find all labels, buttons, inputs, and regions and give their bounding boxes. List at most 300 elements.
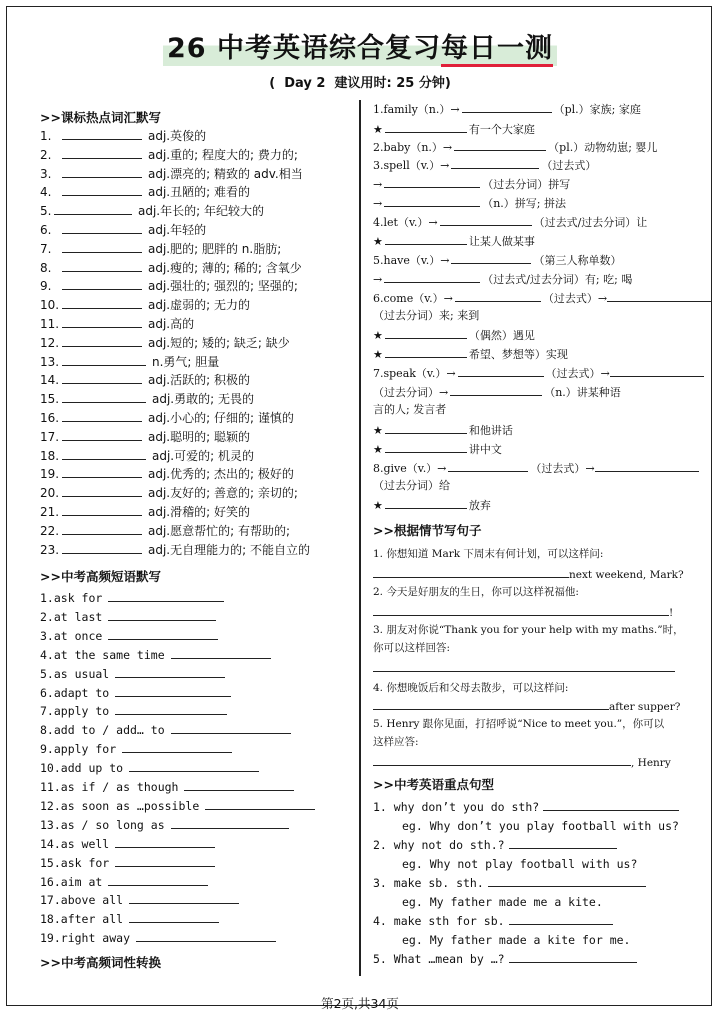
pattern-item [373, 837, 617, 853]
wordform-prompt: → [373, 273, 383, 286]
wordform-item [373, 384, 621, 401]
vocab-number: 19. [40, 467, 60, 482]
vocab-blank[interactable] [62, 335, 142, 347]
wordform-suffix: （过去式/过去分词）有; 吃; 喝 [482, 273, 633, 286]
phrase-blank[interactable] [129, 911, 219, 923]
vocab-number: 11. [40, 317, 60, 331]
vocab-definition: adj.瘦的; 薄的; 稀的; 含氧少 [148, 260, 302, 275]
phrase-blank[interactable] [122, 741, 232, 753]
section-heading-text: >>课标热点词汇默写 [40, 110, 161, 125]
wordform-blank[interactable] [440, 214, 532, 226]
phrase-blank[interactable] [115, 855, 215, 867]
vocab-number: 20. [40, 486, 60, 501]
pattern-example-text: eg. Why don’t you play football with us? [402, 819, 679, 833]
section-heading-text: >>根据情节写句子 [373, 523, 482, 538]
wordform-blank[interactable] [385, 327, 467, 339]
wordform-suffix: （过去式）→ [545, 367, 610, 380]
wordform-blank[interactable] [384, 195, 480, 207]
vocab-definition: adj.无自理能力的; 不能自立的 [148, 542, 310, 557]
vocab-item [40, 278, 298, 294]
phrase-item [40, 836, 215, 852]
sentence-prompt-text: 这样应答: [373, 736, 419, 748]
wordform-item [373, 176, 570, 193]
phrase-blank[interactable] [115, 666, 225, 678]
vocab-number: 21. [40, 505, 60, 519]
vocab-item [40, 222, 206, 238]
vocab-blank[interactable] [62, 128, 142, 140]
wordform-item [373, 101, 641, 118]
wordform-suffix: （过去式/过去分词）让 [533, 216, 648, 229]
wordform-suffix: 希望、梦想等）实现 [468, 348, 568, 361]
vocab-item [40, 241, 281, 257]
sentence-prompt-cont [373, 640, 450, 656]
wordform-item [373, 233, 535, 250]
wordform-item [373, 402, 446, 418]
wordform-blank[interactable] [384, 271, 480, 283]
phrase-text: 19.right away [40, 931, 131, 946]
wordform-item [373, 121, 535, 138]
pattern-text: 5. What …mean by …? [373, 952, 505, 966]
vocab-definition: adj.重的; 程度大的; 费力的; [148, 147, 298, 162]
phrase-blank[interactable] [171, 722, 291, 734]
wordform-item [373, 290, 711, 307]
wordform-blank[interactable] [458, 365, 544, 377]
wordform-suffix: 讲中文 [468, 443, 502, 456]
wordform-prompt: ★ [373, 424, 383, 437]
vocab-number: 12. [40, 335, 60, 350]
wordform-prompt: （过去分词）来; 来到 [373, 309, 480, 322]
sentence-blank[interactable] [373, 660, 675, 672]
wordform-blank[interactable] [385, 233, 467, 245]
wordform-suffix: （过去式）→ [542, 292, 608, 305]
wordform-item [373, 157, 596, 174]
vocab-number: 16. [40, 411, 60, 425]
vocab-item [40, 372, 250, 388]
wordform-blank[interactable] [455, 290, 541, 302]
phrase-item [40, 855, 215, 871]
pattern-example-text: eg. My father made a kite for me. [402, 933, 631, 947]
wordform-blank[interactable] [385, 441, 467, 453]
wordform-item [373, 195, 566, 212]
pattern-example [402, 894, 603, 910]
vocab-item [40, 523, 290, 539]
vocab-item [40, 354, 219, 370]
phrase-text: 18.after all [40, 912, 124, 927]
sentence-answer-line [373, 660, 675, 677]
wordform-item [373, 441, 502, 458]
section-heading-sentences [373, 521, 481, 539]
phrase-item [40, 779, 294, 795]
sentence-prompt-text: 4. 你想晚饭后和父母去散步，可以这样问: [373, 682, 569, 694]
pattern-blank[interactable] [488, 875, 646, 887]
phrase-item [40, 798, 315, 814]
vocab-item [40, 391, 254, 407]
vocab-definition: adj.漂亮的; 精致的 adv.相当 [148, 166, 303, 181]
vocab-number: 14. [40, 373, 60, 388]
phrase-blank[interactable] [129, 760, 259, 772]
phrase-text: 8.add to / add… to [40, 723, 165, 738]
vocab-number: 4. [40, 185, 52, 200]
sentence-prompt [373, 680, 568, 696]
vocab-blank[interactable] [62, 166, 142, 178]
wordform-prompt: 言的人; 发言者 [373, 403, 447, 416]
pattern-example-text: eg. My father made me a kite. [402, 895, 603, 909]
sentence-tail: , Henry [631, 757, 671, 769]
wordform-item [373, 346, 568, 363]
wordform-prompt: ★ [373, 123, 383, 136]
section-heading-phrases [40, 567, 161, 585]
pattern-blank[interactable] [543, 799, 679, 811]
vocab-number: 15. [40, 392, 60, 407]
sentence-tail: ! [669, 607, 674, 619]
pattern-example-text: eg. Why not play football with us? [402, 857, 638, 871]
section-heading-text: >>中考高频短语默写 [40, 569, 161, 584]
vocab-item [40, 297, 250, 313]
phrase-blank[interactable] [108, 874, 208, 886]
sentence-prompt-text: 你可以这样回答: [373, 642, 451, 654]
wordform-blank[interactable] [385, 422, 467, 434]
vocab-blank[interactable] [62, 372, 142, 384]
wordform-suffix: 有一个大家庭 [468, 123, 535, 136]
pattern-text: 4. make sth for sb. [373, 914, 505, 928]
sentence-prompt [373, 716, 664, 732]
vocab-number: 8. [40, 260, 52, 275]
wordform-item [373, 271, 632, 288]
phrase-blank[interactable] [108, 628, 218, 640]
wordform-suffix: （偶然）遇见 [468, 329, 535, 342]
vocab-number: 2. [40, 147, 52, 162]
vocab-blank[interactable] [62, 222, 142, 234]
wordform-suffix: （n.）讲某种语 [544, 386, 621, 399]
wordform-suffix: （n.）拼写; 拼法 [482, 197, 567, 210]
vocab-blank[interactable] [62, 523, 142, 535]
wordform-prompt: ★ [373, 443, 383, 456]
vocab-number: 18. [40, 448, 60, 463]
phrase-text: 3.at once [40, 628, 103, 643]
vocab-number: 6. [40, 223, 52, 237]
phrase-text: 14.as well [40, 836, 110, 851]
vocab-blank[interactable] [62, 297, 142, 309]
pattern-text: 1. why don’t you do sth? [373, 800, 540, 814]
phrase-item [40, 930, 276, 946]
phrase-item [40, 817, 289, 833]
wordform-prompt: 4.let（v.）→ [373, 216, 438, 229]
wordform-blank[interactable] [385, 346, 467, 358]
vocab-definition: adj.小心的; 仔细的; 谨慎的 [148, 411, 294, 425]
sentence-blank[interactable] [373, 604, 669, 616]
pattern-item [373, 951, 637, 967]
vocab-definition: adj.英俊的 [148, 129, 207, 143]
sentence-prompt-text: 2. 今天是好朋友的生日，你可以这样祝福他: [373, 586, 579, 598]
phrase-item [40, 892, 239, 908]
pattern-item [373, 799, 679, 815]
vocab-number: 1. [40, 129, 52, 143]
phrase-item [40, 666, 225, 682]
phrase-item [40, 590, 224, 606]
wordform-suffix: 和他讲话 [468, 424, 513, 437]
sentence-blank[interactable] [373, 754, 631, 766]
vocab-item [40, 448, 254, 464]
page-title: 26 中考英语综合复习每日一测 [163, 32, 557, 66]
column-divider [359, 100, 361, 976]
wordform-blank[interactable] [451, 252, 531, 264]
wordform-prompt: 1.family（n.）→ [373, 103, 460, 116]
pattern-item [373, 875, 646, 891]
wordform-blank-2[interactable] [607, 290, 711, 302]
title-highlight: 每日一测 [441, 33, 553, 67]
wordform-suffix: 放弃 [468, 499, 491, 512]
phrase-text: 17.above all [40, 893, 124, 908]
section-heading-text: >>中考高频词性转换 [40, 955, 161, 970]
wordform-prompt: 2.baby（n.）→ [373, 141, 453, 154]
phrase-blank[interactable] [129, 892, 239, 904]
wordform-item [373, 460, 699, 477]
pattern-example [402, 932, 630, 948]
sentence-prompt [373, 546, 603, 562]
pattern-text: 3. make sb. sth. [373, 876, 484, 890]
wordform-prompt: → [373, 197, 383, 210]
pattern-example [402, 818, 679, 834]
vocab-blank[interactable] [62, 316, 142, 328]
wordform-prompt: 5.have（v.）→ [373, 254, 450, 267]
wordform-blank[interactable] [454, 139, 546, 151]
page-subtitle: ( Day 2 建议用时: 25 分钟) [269, 76, 451, 91]
phrase-item [40, 874, 208, 890]
wordform-item [373, 327, 535, 344]
vocab-blank[interactable] [62, 466, 142, 478]
sentence-answer-line [373, 566, 684, 583]
sentence-prompt-text: 3. 朋友对你说“Thank you for your help with my maths.”时， [373, 624, 684, 636]
phrase-text: 10.add up to [40, 761, 124, 776]
phrase-item [40, 628, 218, 644]
wordform-item [373, 365, 704, 382]
phrase-blank[interactable] [115, 836, 215, 848]
wordform-blank[interactable] [384, 176, 480, 188]
vocab-blank[interactable] [62, 542, 142, 554]
phrase-item [40, 609, 216, 625]
vocab-definition: adj.友好的; 善意的; 亲切的; [148, 486, 298, 501]
vocab-definition: adj.愿意帮忙的; 有帮助的; [148, 523, 291, 538]
wordform-suffix: （过去式）→ [530, 462, 595, 475]
vocab-definition: adj.短的; 矮的; 缺乏; 缺少 [148, 335, 290, 350]
vocab-item [40, 316, 194, 332]
vocab-item [40, 184, 250, 200]
phrase-text: 6.adapt to [40, 685, 110, 700]
vocab-definition: adj.高的 [148, 317, 195, 331]
phrase-text: 16.aim at [40, 874, 103, 889]
vocab-number: 17. [40, 429, 60, 444]
vocab-blank[interactable] [62, 147, 142, 159]
phrase-text: 7.apply to [40, 704, 110, 719]
vocab-blank[interactable] [62, 184, 142, 196]
vocab-number: 13. [40, 354, 60, 369]
vocab-definition: adj.年长的; 年纪较大的 [138, 204, 264, 219]
vocab-item [40, 485, 298, 501]
vocab-blank[interactable] [62, 391, 146, 403]
vocab-blank[interactable] [62, 241, 142, 253]
phrase-item [40, 760, 259, 776]
phrase-item [40, 911, 219, 927]
phrase-item [40, 722, 291, 738]
phrase-item [40, 647, 271, 663]
wordform-blank-2[interactable] [610, 365, 704, 377]
sentence-prompt [373, 584, 579, 600]
phrase-text: 2.at last [40, 609, 103, 624]
wordform-suffix: （pl.）家族; 家庭 [553, 103, 641, 116]
vocab-definition: adj.活跃的; 积极的 [148, 373, 250, 388]
wordform-item [373, 252, 621, 269]
vocab-item [40, 429, 250, 445]
section-heading-vocab [40, 108, 161, 126]
phrase-item [40, 741, 232, 757]
sentence-answer-line [373, 698, 680, 715]
vocab-blank[interactable] [62, 260, 142, 272]
wordform-suffix: （过去式） [541, 159, 597, 172]
vocab-number: 7. [40, 241, 52, 256]
phrase-blank[interactable] [184, 779, 294, 791]
sentence-blank[interactable] [373, 566, 569, 578]
vocab-definition: adj.虚弱的; 无力的 [148, 298, 250, 313]
vocab-definition: n.勇气; 胆量 [152, 354, 220, 369]
wordform-suffix: 让某人做某事 [468, 235, 535, 248]
phrase-text: 5.as usual [40, 666, 110, 681]
wordform-blank[interactable] [385, 121, 467, 133]
vocab-number: 23. [40, 542, 60, 557]
phrase-blank[interactable] [136, 930, 276, 942]
phrase-blank[interactable] [205, 798, 315, 810]
wordform-item [373, 422, 513, 439]
pattern-blank[interactable] [509, 913, 613, 925]
wordform-prompt: ★ [373, 348, 383, 361]
phrase-text: 13.as / so long as [40, 817, 165, 832]
vocab-item [40, 260, 302, 276]
wordform-blank[interactable] [462, 101, 552, 113]
wordform-item [373, 478, 450, 494]
vocab-number: 22. [40, 523, 60, 538]
vocab-blank[interactable] [62, 429, 142, 441]
page-footer: 第2页,共34页 [321, 996, 399, 1011]
pattern-text: 2. why not do sth.? [373, 838, 505, 852]
wordform-prompt: 3.spell（v.）→ [373, 159, 450, 172]
wordform-prompt: ★ [373, 499, 383, 512]
sentence-answer-line [373, 754, 671, 771]
wordform-prompt: 8.give（v.）→ [373, 462, 447, 475]
vocab-definition: adj.滑稽的; 好笑的 [148, 505, 250, 519]
vocab-definition: adj.优秀的; 杰出的; 极好的 [148, 467, 294, 482]
phrase-blank[interactable] [171, 647, 271, 659]
wordform-prompt: 7.speak（v.）→ [373, 367, 456, 380]
phrase-item [40, 685, 231, 701]
phrase-text: 15.ask for [40, 855, 110, 870]
sentence-tail: next weekend, Mark? [569, 569, 684, 581]
vocab-definition: adj.勇敢的; 无畏的 [152, 392, 254, 407]
wordform-prompt: → [373, 178, 383, 191]
wordform-item [373, 139, 657, 156]
sentence-blank[interactable] [373, 698, 609, 710]
wordform-item [373, 497, 491, 514]
wordform-prompt: （过去分词）→ [373, 386, 449, 399]
phrase-text: 1.ask for [40, 591, 103, 605]
wordform-prompt: （过去分词）给 [373, 479, 450, 492]
title-block [0, 32, 720, 66]
vocab-number: 9. [40, 279, 52, 294]
vocab-blank[interactable] [62, 485, 142, 497]
phrase-text: 9.apply for [40, 742, 117, 757]
phrase-text: 12.as soon as …possible [40, 798, 200, 813]
phrase-text: 11.as if / as though [40, 780, 179, 794]
phrase-blank[interactable] [115, 703, 227, 715]
wordform-prompt: 6.come（v.）→ [373, 292, 453, 305]
vocab-item [40, 166, 303, 182]
vocab-definition: adj.强壮的; 强烈的; 坚强的; [148, 279, 298, 294]
vocab-blank[interactable] [62, 448, 146, 460]
vocab-item [40, 335, 290, 351]
vocab-item [40, 410, 294, 426]
vocab-item [40, 542, 310, 558]
vocab-item [40, 128, 206, 144]
vocab-definition: adj.聪明的; 聪颖的 [148, 429, 250, 444]
wordform-blank[interactable] [385, 497, 467, 509]
wordform-blank[interactable] [451, 157, 539, 169]
phrase-blank[interactable] [108, 590, 224, 602]
phrase-blank[interactable] [108, 609, 216, 621]
vocab-definition: adj.可爱的; 机灵的 [152, 448, 254, 463]
phrase-item [40, 703, 227, 719]
sentence-tail: after supper? [609, 701, 681, 713]
vocab-number: 10. [40, 298, 60, 313]
vocab-number: 3. [40, 166, 52, 181]
wordform-suffix: （pl.）动物幼崽; 婴儿 [548, 141, 658, 154]
phrase-blank[interactable] [171, 817, 289, 829]
vocab-definition: adj.丑陋的; 难看的 [148, 185, 250, 200]
pattern-example [402, 856, 637, 872]
vocab-item [40, 147, 298, 163]
wordform-prompt: ★ [373, 235, 383, 248]
pattern-blank[interactable] [509, 837, 617, 849]
vocab-definition: adj.肥的; 肥胖的 n.脂肪; [148, 241, 282, 256]
wordform-item [373, 308, 479, 324]
phrase-text: 4.at the same time [40, 647, 165, 662]
pattern-item [373, 913, 613, 929]
sentence-prompt-text: 1. 你想知道 Mark 下周末有何计划，可以这样问: [373, 548, 604, 560]
vocab-blank[interactable] [62, 278, 142, 290]
vocab-item [40, 203, 264, 219]
wordform-prompt: ★ [373, 329, 383, 342]
section-heading-text: >>中考英语重点句型 [373, 777, 494, 792]
vocab-item [40, 466, 294, 482]
sentence-prompt-cont [373, 734, 419, 750]
sentence-answer-line [373, 604, 673, 621]
vocab-item [40, 504, 250, 520]
wordform-suffix: （过去分词）拼写 [482, 178, 571, 191]
wordform-suffix: （第三人称单数） [533, 254, 622, 267]
sentence-prompt [373, 622, 684, 638]
vocab-number: 5. [40, 204, 52, 219]
wordform-blank[interactable] [450, 384, 542, 396]
pattern-blank[interactable] [509, 951, 637, 963]
section-heading-patterns [373, 775, 494, 793]
wordform-blank-2[interactable] [595, 460, 699, 472]
vocab-blank[interactable] [62, 504, 142, 516]
phrase-blank[interactable] [115, 685, 231, 697]
wordform-item [373, 214, 647, 231]
wordform-blank[interactable] [448, 460, 528, 472]
vocab-blank[interactable] [54, 203, 132, 215]
vocab-blank[interactable] [62, 410, 142, 422]
vocab-blank[interactable] [62, 354, 146, 366]
vocab-definition: adj.年轻的 [148, 223, 207, 237]
section-heading-wordform [40, 953, 161, 971]
